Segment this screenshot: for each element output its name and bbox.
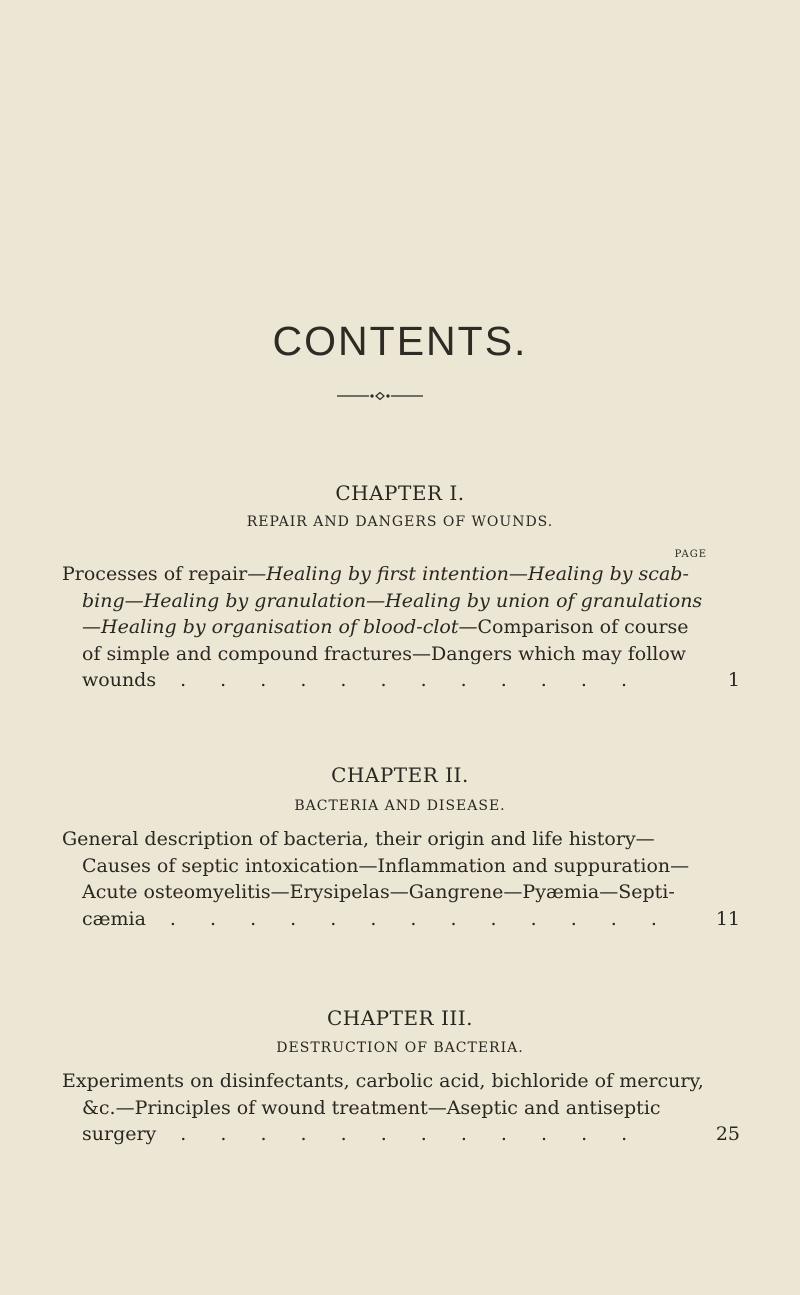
chapter-1-line-3 <box>62 614 740 641</box>
chapter-2-heading: CHAPTER II. <box>331 763 469 787</box>
chapter-2-line-1: General description of bacteria, their origin and life history— <box>62 828 655 850</box>
chapter-3-page-number: 25 <box>715 1123 740 1145</box>
chapter-2-subtitle: BACTERIA AND DISEASE. <box>294 798 506 814</box>
chapter-3-entry <box>62 1068 740 1148</box>
entry-last-text: wounds <box>82 669 157 691</box>
leader-dots: . . . . . . . . . . . . <box>180 669 642 691</box>
entry-text: Processes of repair— <box>62 563 267 585</box>
divider-ornament <box>337 391 423 401</box>
entry-italic-text: bing—Healing by granulation—Healing by union of granulations <box>82 589 703 612</box>
chapter-3-line-1: Experiments on disinfectants, carbolic acid, bichloride of mercury, <box>62 1070 704 1092</box>
chapter-3-subtitle: DESTRUCTION OF BACTERIA. <box>276 1040 524 1056</box>
chapter-3-line-2: &c.—Principles of wound treatment—Aseptic and antiseptic <box>82 1096 661 1119</box>
chapter-3-last-line <box>62 1121 740 1148</box>
chapter-1-last-line <box>62 667 740 694</box>
chapter-2-line-3: Acute osteomyelitis—Erysipelas—Gangrene—Pyæmia—Septi- <box>82 881 675 903</box>
chapter-1-heading: CHAPTER I. <box>335 481 465 505</box>
page-column-label: PAGE <box>674 549 707 560</box>
chapter-1-line-1 <box>62 561 740 588</box>
entry-last-text: surgery <box>82 1123 157 1145</box>
entry-last-text: cæmia <box>82 907 146 930</box>
chapter-2-entry <box>62 826 740 932</box>
chapter-2-line-2: Causes of septic intoxication—Inflammation and suppuration— <box>82 854 690 877</box>
chapter-2-page-number: 11 <box>715 907 740 930</box>
leader-dots: . . . . . . . . . . . . <box>180 1123 642 1145</box>
page-title: CONTENTS. <box>272 318 528 364</box>
chapter-2-last-line <box>62 906 740 933</box>
chapter-1-line-2 <box>62 588 740 615</box>
entry-text: Comparison of course <box>477 616 689 638</box>
chapter-1-entry <box>62 561 740 694</box>
chapter-1-page-number: 1 <box>727 669 740 691</box>
entry-italic-text: Healing by first intention—Healing by scab- <box>266 563 689 585</box>
chapter-1-subtitle: REPAIR AND DANGERS OF WOUNDS. <box>246 514 554 530</box>
entry-italic-text: —Healing by organisation of blood-clot— <box>82 616 478 638</box>
chapter-1-line-4: of simple and compound fractures—Dangers which may follow <box>82 642 687 665</box>
leader-dots: . . . . . . . . . . . . . <box>169 907 671 930</box>
chapter-3-heading: CHAPTER III. <box>326 1006 474 1030</box>
